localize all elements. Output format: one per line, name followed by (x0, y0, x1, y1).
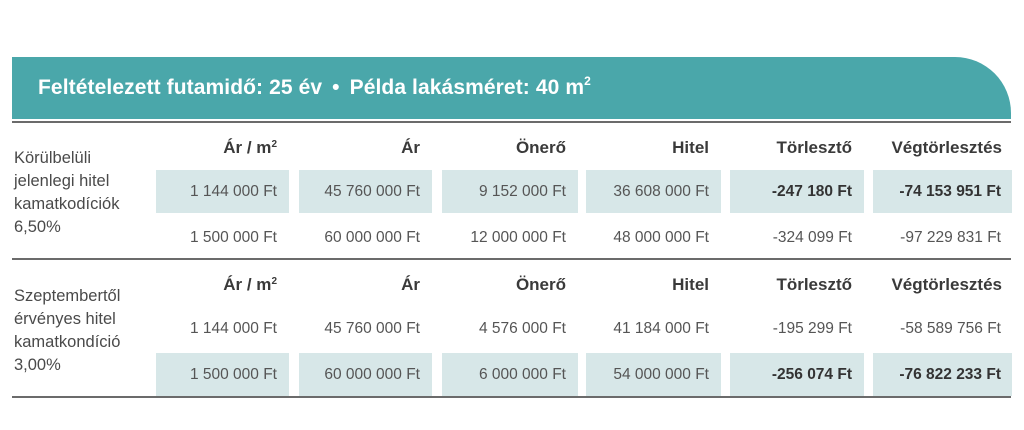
cell-total-repayment: -97 229 831 Ft (900, 229, 1001, 246)
col-header-price-per-m2: Ár / $m^2$ (223, 138, 277, 157)
col-header-price: Ár (401, 275, 420, 294)
cell-total-repayment: -58 589 756 Ft (900, 320, 1001, 337)
cell-installment: -256 074 Ft (730, 353, 864, 396)
header-banner (12, 57, 1011, 119)
cell-own-funds: 12 000 000 Ft (470, 229, 566, 246)
cell-price: 60 000 000 Ft (324, 229, 420, 246)
cell-price: 45 760 000 Ft (324, 320, 420, 337)
table-top-rule (12, 121, 1011, 123)
cell-total-repayment: -74 153 951 Ft (873, 170, 1012, 213)
cell-loan: 48 000 000 Ft (613, 229, 709, 246)
cell-price: 45 760 000 Ft (299, 170, 432, 213)
col-header-installment: Törlesztő (776, 275, 852, 294)
cell-loan: 41 184 000 Ft (613, 320, 709, 337)
col-header-own-funds: Önerő (515, 275, 566, 294)
table-bottom-rule (12, 396, 1011, 398)
size-label-superscript: 2 (584, 74, 591, 88)
cell-price-per-m2: 1 500 000 Ft (189, 229, 277, 246)
cell-price-per-m2: 1 500 000 Ft (156, 353, 289, 396)
col-header-own-funds: Önerő (515, 138, 566, 157)
col-header-total-repayment: Végtörlesztés (891, 275, 1002, 294)
banner-separator: • (332, 76, 340, 99)
cell-loan: 36 608 000 Ft (586, 170, 721, 213)
section-label-september: Szeptembertől érvényes hitel kamatkondíció 3,00% (14, 287, 121, 374)
cell-installment: -247 180 Ft (730, 170, 864, 213)
cell-own-funds: 6 000 000 Ft (442, 353, 578, 396)
cell-price-per-m2: 1 144 000 Ft (189, 320, 277, 337)
col-header-loan: Hitel (672, 275, 709, 294)
section-label-current: Körülbelüli jelenlegi hitel kamatkodíciók 6,50% (14, 149, 120, 236)
cell-price: 60 000 000 Ft (299, 353, 432, 396)
cell-total-repayment: -76 822 233 Ft (873, 353, 1012, 396)
cell-price-per-m2: 1 144 000 Ft (156, 170, 289, 213)
col-header-installment: Törlesztő (776, 138, 852, 157)
col-header-total-repayment: Végtörlesztés (891, 138, 1002, 157)
cell-loan: 54 000 000 Ft (586, 353, 721, 396)
col-header-price: Ár (401, 138, 420, 157)
cell-installment: -195 299 Ft (772, 320, 852, 337)
term-label: Feltételezett futamidő: 25 év (38, 76, 323, 99)
cell-own-funds: 9 152 000 Ft (442, 170, 578, 213)
col-header-loan: Hitel (672, 138, 709, 157)
size-label: Példa lakásméret: 40 $m^2$ (349, 74, 591, 99)
cell-installment: -324 099 Ft (772, 229, 852, 246)
col-header-price-per-m2: Ár / $m^2$ (223, 275, 277, 294)
cell-own-funds: 4 576 000 Ft (478, 320, 566, 337)
